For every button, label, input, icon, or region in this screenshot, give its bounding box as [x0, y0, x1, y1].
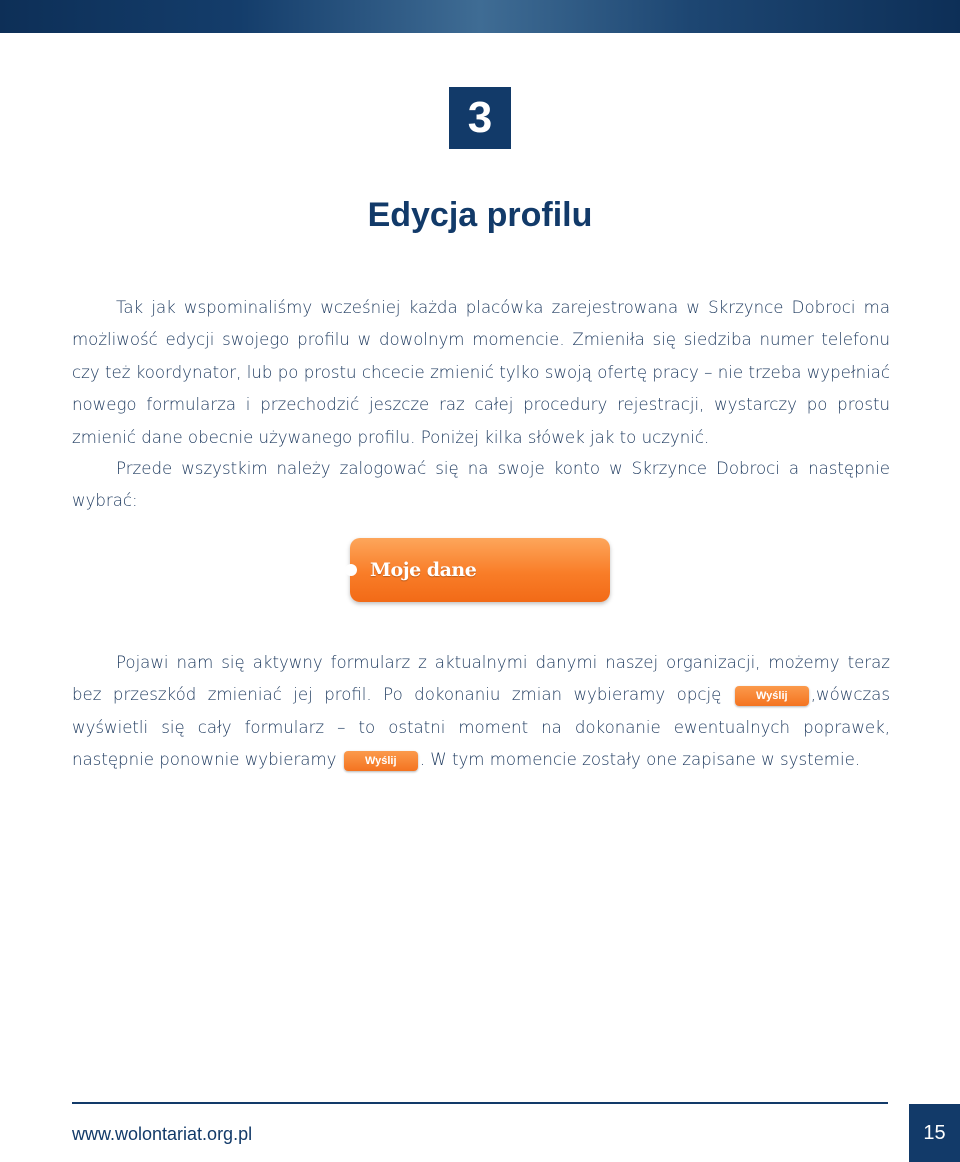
login-paragraph: [72, 453, 890, 518]
login-text: Przede wszystkim należy zalogować się na swoje konto w Skrzynce Dobroci a następnie wybrać:: [72, 459, 890, 511]
footer-divider: [72, 1102, 888, 1104]
moje-dane-button[interactable]: [350, 538, 610, 602]
intro-text: Tak jak wspominaliśmy wcześniej każda placówka zarejestrowana w Skrzynce Dobroci ma możliwość edycji swojego profilu w dowolnym momencie. Zmieniła się siedziba numer telefonu czy też koordynator, lub po prostu chcecie zmienić tylko swoją ofertę pracy – nie trzeba wypełniać nowego formularza i przechodzić jeszcze raz całej procedury rejestracji, wystarczy po prostu zmienić dane obecnie używanego profilu. Poniżej kilka słówek jak to uczynić.: [72, 298, 890, 447]
instructions-text-3: . W tym momencie zostały one zapisane w systemie.: [419, 750, 861, 770]
wyslij-button-inline-1[interactable]: Wyślij: [735, 686, 809, 706]
page-title: Edycja profilu: [367, 196, 593, 234]
page-number-badge: 15: [909, 1104, 960, 1162]
edit-instructions-paragraph: [72, 647, 890, 777]
instructions-text-2: ,wówczas wyświetli się cały formularz – to ostatni moment na dokonanie ewentualnych poprawek, następnie ponownie wybieramy: [72, 685, 890, 770]
button-notch: [345, 564, 357, 576]
intro-paragraph: [72, 292, 890, 454]
wyslij-button-inline-2[interactable]: Wyślij: [344, 751, 418, 771]
chapter-number-badge: 3: [449, 87, 511, 149]
instructions-text-1: Pojawi nam się aktywny formularz z aktualnymi danymi naszej organizacji, możemy teraz bez przeszkód zmieniać jej profil. Po dokonaniu zmian wybieramy opcję: [72, 653, 890, 705]
moje-dane-label: Moje dane: [370, 559, 477, 581]
top-banner: [0, 0, 960, 33]
footer-website-link[interactable]: www.wolontariat.org.pl: [72, 1124, 253, 1144]
